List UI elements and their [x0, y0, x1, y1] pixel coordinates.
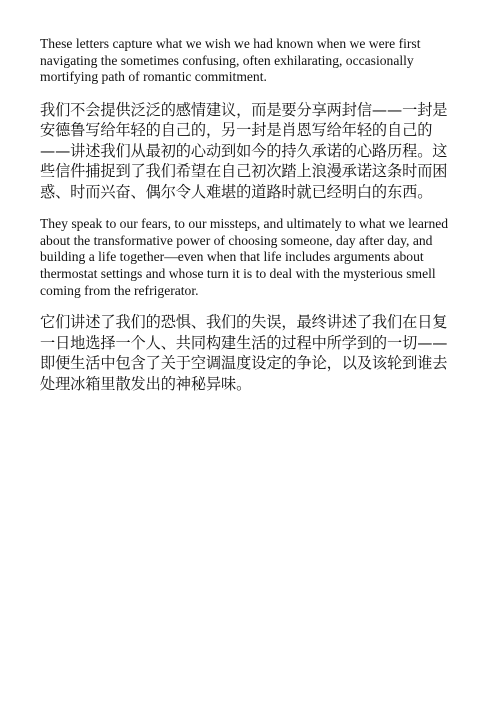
paragraph-chinese-1: 我们不会提供泛泛的感情建议，而是要分享两封信——一封是安德鲁写给年轻的自己的，另一封是肖恩写给年轻的自己的——讲述我们从最初的心动到如今的持久承诺的心路历程。这些信件捕捉到了我们希望在自己初次踏上浪漫承诺这条时而困惑、时而兴奋、偶尔令人难堪的道路时就已经明白的东西。: [40, 100, 448, 201]
paragraph-chinese-2: 它们讲述了我们的恐惧、我们的失误，最终讲述了我们在日复一日地选择一个人、共同构建生活的过程中所学到的一切——即便生活中包含了关于空调温度设定的争论，以及该轮到谁去处理冰箱里散发出的神秘异味。: [40, 313, 448, 393]
paragraph-english-2: They speak to our fears, to our missteps, and ultimately to what we learned about the transformative power of choosing someone, day after day, and building a life together—even when that life includes arguments about thermostat settings and whose turn it is to deal with the mysterious smell coming from the refrigerator.: [40, 216, 449, 298]
document-page: [40, 36, 460, 409]
paragraph-english-1: These letters capture what we wish we had known when we were first navigating the sometimes confusing, often exhilarating, occasionally mortifying path of romantic commitment.: [40, 36, 421, 85]
